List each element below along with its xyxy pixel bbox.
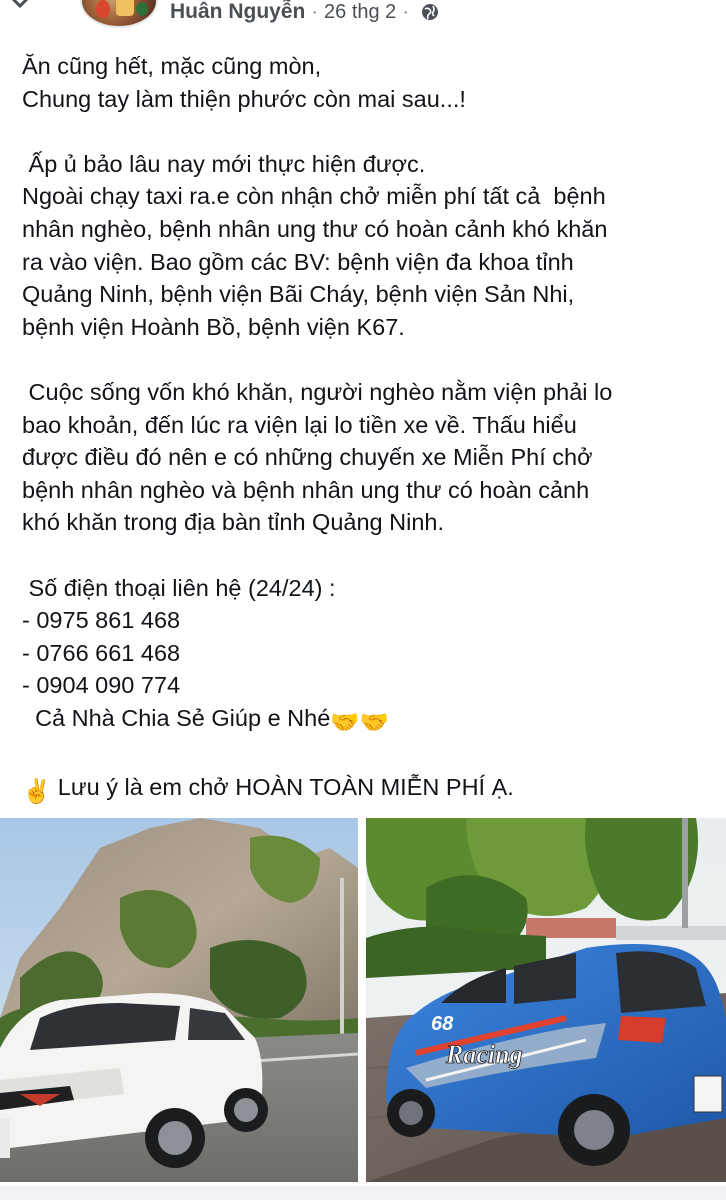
- phone-number[interactable]: - 0904 090 774: [22, 672, 181, 699]
- meta-separator: ·: [311, 0, 319, 23]
- post-line: Cuộc sống vốn khó khăn, người nghèo nằm viện phải lo: [22, 378, 613, 405]
- post-line: Ăn cũng hết, mặc cũng mòn,: [22, 53, 322, 79]
- author-line: [170, 0, 439, 24]
- phone-number[interactable]: - 0766 661 468: [22, 639, 181, 666]
- post-line: ra vào viện. Bao gồm các BV: bệnh viện đa khoa tỉnh: [22, 248, 574, 275]
- post-text: [22, 50, 712, 808]
- author-name[interactable]: Huân Nguyễn: [170, 0, 306, 23]
- photo-grid: [0, 818, 726, 1182]
- handshake-emoji-icon: 🤝🤝: [330, 708, 389, 735]
- phone-number[interactable]: - 0975 861 468: [22, 607, 181, 634]
- contact-heading: Số điện thoại liên hệ (24/24) :: [22, 574, 336, 601]
- post-date[interactable]: 26 thg 2: [324, 0, 397, 23]
- share-text: Cả Nhà Chia Sẻ Giúp e Nhé: [22, 704, 331, 731]
- post-line: được điều đó nên e có những chuyến xe Miễn Phí chở: [22, 444, 593, 471]
- blue-hatchback-car-photo[interactable]: [366, 818, 726, 1182]
- globe-icon[interactable]: [421, 3, 439, 21]
- post-line: bao khoản, đến lúc ra viện lại lo tiền xe về. Thấu hiểu: [22, 411, 577, 438]
- decal-word: Racing: [446, 1040, 523, 1069]
- post-line: Ấp ủ bảo lâu nay mới thực hiện được.: [22, 150, 426, 177]
- avatar[interactable]: [80, 0, 158, 28]
- post-line: bệnh viện Hoành Bồ, bệnh viện K67.: [22, 313, 405, 340]
- post-line: Chung tay làm thiện phước còn mai sau...!: [22, 85, 466, 112]
- free-note: [22, 771, 712, 808]
- post-line: khó khăn trong địa bàn tỉnh Quảng Ninh.: [22, 509, 444, 536]
- post-line: Quảng Ninh, bệnh viện Bãi Cháy, bệnh viện Sản Nhi,: [22, 281, 575, 308]
- back-chevron-icon[interactable]: [4, 0, 34, 18]
- post-line: Ngoài chạy taxi ra.e còn nhận chở miễn phí tất cả bệnh: [22, 183, 606, 210]
- victory-hand-emoji-icon: ✌️: [22, 778, 52, 805]
- white-mpv-car-photo[interactable]: [0, 818, 358, 1182]
- meta-separator-2: ·: [402, 0, 409, 23]
- share-request: [22, 702, 712, 739]
- free-note-text: Lưu ý là em chở HOÀN TOÀN MIỄN PHÍ Ạ.: [51, 774, 514, 801]
- post-line: bệnh nhân nghèo và bệnh nhân ung thư có hoàn cảnh: [22, 476, 590, 503]
- bottom-divider: [0, 1186, 726, 1200]
- post-line: nhân nghèo, bệnh nhân ung thư có hoàn cảnh khó khăn: [22, 215, 608, 242]
- decal-number: 68: [431, 1013, 454, 1035]
- post-header: [0, 0, 726, 30]
